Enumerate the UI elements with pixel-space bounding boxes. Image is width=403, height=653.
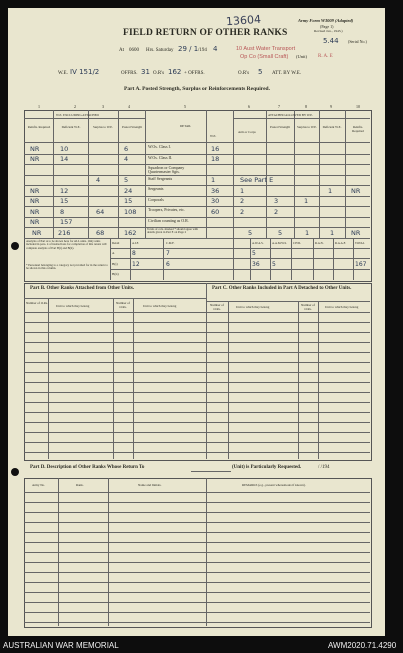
cell-c4: 5 — [124, 176, 129, 184]
total-c8: 1 — [305, 229, 310, 237]
col-head-att-surplus: Surplus to W.E. — [296, 125, 317, 129]
cell-c1: NR — [30, 155, 40, 163]
col-num: 4 — [128, 104, 130, 109]
cell-c1: NR — [30, 197, 40, 205]
ruled-line — [24, 512, 370, 513]
cell-c1: NR — [30, 186, 40, 195]
part-c-head-num2: Number of O.Rs. — [301, 303, 315, 311]
total-detail: Totals of cols. marked * should agree with details given in Part E on Page 2 — [147, 227, 198, 235]
ruled-line — [24, 332, 370, 333]
col-num: 10 — [356, 104, 360, 109]
cell-c3: 4 — [96, 176, 101, 184]
cell-c2: 157 — [60, 218, 73, 226]
cell-detail: Corporals — [148, 196, 164, 202]
cell-detail: W.Os. Class I. — [148, 144, 171, 149]
part-d-head-name: Name and Initials. — [138, 483, 162, 487]
total-c7: 5 — [278, 229, 283, 237]
year-digit: 4 — [213, 45, 218, 53]
cell-c9: 1 — [328, 186, 333, 195]
ruled-line — [24, 432, 370, 433]
col-num: 2 — [74, 104, 76, 109]
analysis-row-label: B(ii) — [112, 272, 119, 276]
analysis-head: C.M.F. — [166, 241, 175, 245]
offrs-label: OFFRS. — [121, 71, 138, 76]
cell-detail: Sergeants — [148, 186, 164, 191]
part-c-head-unit2: Unit to which they belong — [325, 305, 359, 309]
analysis-cell: 7 — [166, 250, 170, 257]
we-label: W.E. — [58, 71, 68, 76]
at-label: At — [119, 48, 124, 53]
analysis-cell: 167 — [355, 260, 367, 268]
analysis-cell: 12 — [132, 260, 140, 268]
ruled-line — [24, 622, 370, 623]
cell-c1: NR — [30, 218, 40, 226]
col-head-att-deficient: Deficient W.E. — [322, 125, 342, 129]
col-num: 3 — [102, 104, 104, 109]
row-divider — [24, 196, 370, 197]
offrs-value: 31 — [141, 68, 150, 76]
cell-we: 60 — [211, 207, 220, 216]
ruled-line — [24, 442, 370, 443]
part-d-head-rank: Rank. — [76, 483, 84, 487]
cell-detail: Civilian counting as O.R. — [148, 217, 189, 223]
analysis-head: CIVIL — [293, 241, 301, 245]
row-divider — [24, 175, 370, 176]
col-head-surplus: Surplus to W.E. — [92, 125, 113, 129]
cell-c4: 4 — [124, 155, 129, 163]
cell-we: 18 — [211, 155, 220, 163]
unit-stamp-line2: Op Co (Small Craft) — [240, 54, 289, 60]
ruled-line — [24, 422, 370, 423]
punch-hole-bottom — [11, 468, 19, 476]
cell-c6: 2 — [240, 197, 245, 205]
ruled-line — [24, 412, 370, 413]
ors-label: O.R's — [153, 71, 165, 76]
analysis-cell: 36 — [252, 260, 260, 268]
part-c-head-unit1: Unit to which they belong — [236, 305, 270, 309]
report-time: 0600 — [129, 48, 139, 53]
form-page: (Page 1) — [320, 24, 334, 29]
part-c-title: Part C. Other Ranks Included in Part A Detached to Other Units. — [212, 286, 352, 291]
part-d-date-blank: / /194 — [318, 465, 330, 470]
ruled-line — [24, 372, 370, 373]
col-num: 6 — [248, 104, 250, 109]
analysis-cell: 6 — [166, 260, 170, 268]
ruled-line — [24, 382, 370, 383]
cell-c1: NR — [30, 144, 40, 153]
cell-c2: 8 — [60, 207, 65, 216]
ruled-line — [24, 552, 370, 553]
total-c9: 1 — [330, 229, 335, 237]
part-d-unit-label: (Unit) is Particularly Requested. — [232, 465, 302, 470]
serial-number-value: 5.44 — [323, 37, 339, 45]
row-divider — [24, 185, 370, 186]
part-c-head-num1: Number of O.Rs. — [210, 303, 224, 311]
col-num: 8 — [305, 104, 307, 109]
total-c3: 68 — [96, 229, 105, 237]
analysis-cell: 5 — [252, 250, 256, 257]
cell-c7: 3 — [274, 197, 279, 205]
total-c2: 216 — [58, 229, 71, 237]
cell-c4: 24 — [124, 186, 133, 195]
col-head-reinfts: Reinfts. Required — [27, 125, 51, 129]
cell-c2: 10 — [60, 144, 69, 153]
group-attached-allowed: ATTACHED ALLOWED BY W.E. — [268, 113, 314, 117]
col-num: 9 — [330, 104, 332, 109]
analysis-cell: 5 — [272, 260, 276, 268]
row-divider — [24, 217, 370, 218]
part-b-head-unit2: Unit to which they belong — [143, 304, 177, 308]
ruled-line — [24, 352, 370, 353]
analysis-note: Analysis of Part A to be shown here for ALL units. Only units included in para. 4 of instructions for completion of this return will complete analysis of Part B(i) and B(ii). — [26, 239, 107, 250]
total-c1: NR — [32, 229, 42, 237]
cell-c6: See Part E — [240, 176, 274, 184]
cell-c3: 64 — [96, 207, 105, 216]
cell-c4: 6 — [124, 144, 129, 153]
part-d-head-remarks: REMARKS (e.g., present whereabouts if known). — [242, 483, 306, 487]
part-d-title: Part D. Description of Other Ranks Whose Return To — [30, 465, 145, 470]
analysis-head: TOTAL — [355, 241, 365, 245]
col-head-detail: DETAIL — [180, 124, 192, 128]
report-date: 29 / 1 — [178, 45, 199, 53]
serial-number-label: (Serial No.) — [348, 39, 367, 44]
cell-we: 30 — [211, 197, 220, 205]
col-num: 7 — [278, 104, 280, 109]
ors2-value: 5 — [258, 68, 263, 76]
analysis-head: A.W.A.S. — [252, 241, 264, 245]
form-sheet — [8, 8, 385, 636]
cell-c10: NR — [351, 186, 361, 195]
archive-footer — [0, 640, 403, 653]
col-head-deficient: Deficient W.E. — [61, 125, 81, 129]
cell-we: 1 — [211, 176, 216, 184]
cell-we: 36 — [211, 186, 220, 195]
analysis-head: R.A.N. — [315, 241, 324, 245]
cell-c2: 12 — [60, 186, 69, 195]
cell-detail: W.Os. Class II. — [148, 154, 173, 160]
cell-c2: 14 — [60, 155, 69, 163]
we-value: IV 151/2 — [70, 68, 100, 76]
col-head-we: W.E. — [210, 134, 217, 138]
col-head-posted: Posted Strength — [121, 125, 143, 129]
cell-we: 16 — [211, 144, 220, 153]
hrs-saturday-label: Hrs. Saturday — [146, 48, 174, 53]
row-divider — [24, 206, 370, 207]
part-b-title: Part B. Other Ranks Attached from Other Units. — [30, 286, 135, 291]
punch-hole-top — [11, 242, 19, 250]
form-number: Army Form W3009 (Adapted) — [298, 18, 354, 23]
analysis-head: A.A.M.W.S. — [272, 241, 287, 245]
analysis-head: R.A.A.F. — [335, 241, 346, 245]
total-c6: 5 — [248, 229, 253, 237]
archive-accession: AWM2020.71.4290 — [328, 641, 397, 650]
analysis-row-label: A — [112, 251, 115, 255]
ruled-line — [24, 322, 370, 323]
cell-c4: 108 — [124, 207, 137, 216]
col-head-arm: Arm or Corps — [238, 130, 256, 134]
ruled-line — [24, 602, 370, 603]
ruled-line — [24, 392, 370, 393]
row-divider — [24, 164, 370, 165]
unit-stamp-line1: 10 Aust Water Transport — [236, 46, 296, 52]
ruled-line — [24, 342, 370, 343]
cell-c6: 2 — [240, 207, 245, 216]
unit-label: (Unit) — [296, 54, 307, 59]
cell-c1: NR — [30, 207, 40, 216]
handwritten-ref-number: 13604 — [225, 12, 262, 29]
ruled-line — [24, 592, 370, 593]
total-c10: NR — [351, 229, 361, 237]
cell-c6: 1 — [240, 186, 245, 195]
part-b-head-num2: Number of O.Rs. — [116, 301, 130, 309]
cell-detail: Staff Sergeants — [148, 175, 173, 181]
part-b-head-unit1: Unit to which they belong — [56, 304, 90, 308]
cell-c7: 2 — [274, 207, 279, 216]
ruled-line — [24, 522, 370, 523]
col-head-att-reinfts: Reinfts. Required — [352, 125, 364, 133]
analysis-head: A.I.F. — [132, 241, 139, 245]
cell-c8: 1 — [304, 197, 309, 205]
ruled-line — [24, 582, 370, 583]
cell-c2: 15 — [60, 197, 69, 205]
cell-detail: Squadron or Company Quartermaster Sgts. — [148, 165, 185, 174]
col-num: 1 — [38, 104, 40, 109]
ruled-line — [24, 572, 370, 573]
row-divider — [24, 154, 370, 155]
ors-value: 162 — [168, 68, 182, 76]
ruled-line — [24, 532, 370, 533]
form-revision: Revised Jan., 1943.) — [314, 29, 343, 33]
ruled-line — [24, 452, 370, 453]
ors2-label: O.R's — [238, 71, 250, 76]
part-a-title: Part A. Posted Strength, Surplus or Reinforcements Required. — [124, 86, 270, 92]
asterisk-note: * Personnel belonging to a category not provided for in the return to be shown in this column. — [26, 263, 108, 271]
ruled-line — [24, 612, 370, 613]
analysis-cell: 8 — [132, 250, 136, 257]
att-by-we-label: ATT. BY W.E. — [272, 71, 302, 76]
col-head-att-posted: Posted Strength — [269, 125, 291, 129]
form-title: FIELD RETURN OF OTHER RANKS — [123, 28, 288, 38]
part-d-table — [24, 478, 372, 628]
cell-c4: 15 — [124, 197, 133, 205]
analysis-row-label: B(i) — [112, 261, 118, 266]
year-prefix: /194 — [198, 48, 207, 53]
part-d-head-armyno: Army No. — [32, 483, 45, 487]
col-num: 5 — [184, 104, 186, 109]
ruled-line — [24, 562, 370, 563]
plus-offrs-label: + OFFRS. — [184, 71, 205, 76]
group-we-excluding: W.E. EXCLUDING ATTACHED — [56, 113, 99, 117]
ruled-line — [24, 542, 370, 543]
ruled-line — [24, 362, 370, 363]
total-c4: 162 — [124, 229, 137, 237]
ruled-line — [24, 502, 370, 503]
cell-detail: Troopers, Privates, etc. — [148, 207, 185, 212]
ruled-line — [24, 402, 370, 403]
part-b-head-num1: Number of O.Rs. — [26, 301, 48, 305]
archive-credit: AUSTRALIAN WAR MEMORIAL — [3, 641, 119, 650]
unit-stamp-tag: R. A. E — [318, 54, 333, 59]
analysis-head: Detail — [112, 241, 120, 245]
